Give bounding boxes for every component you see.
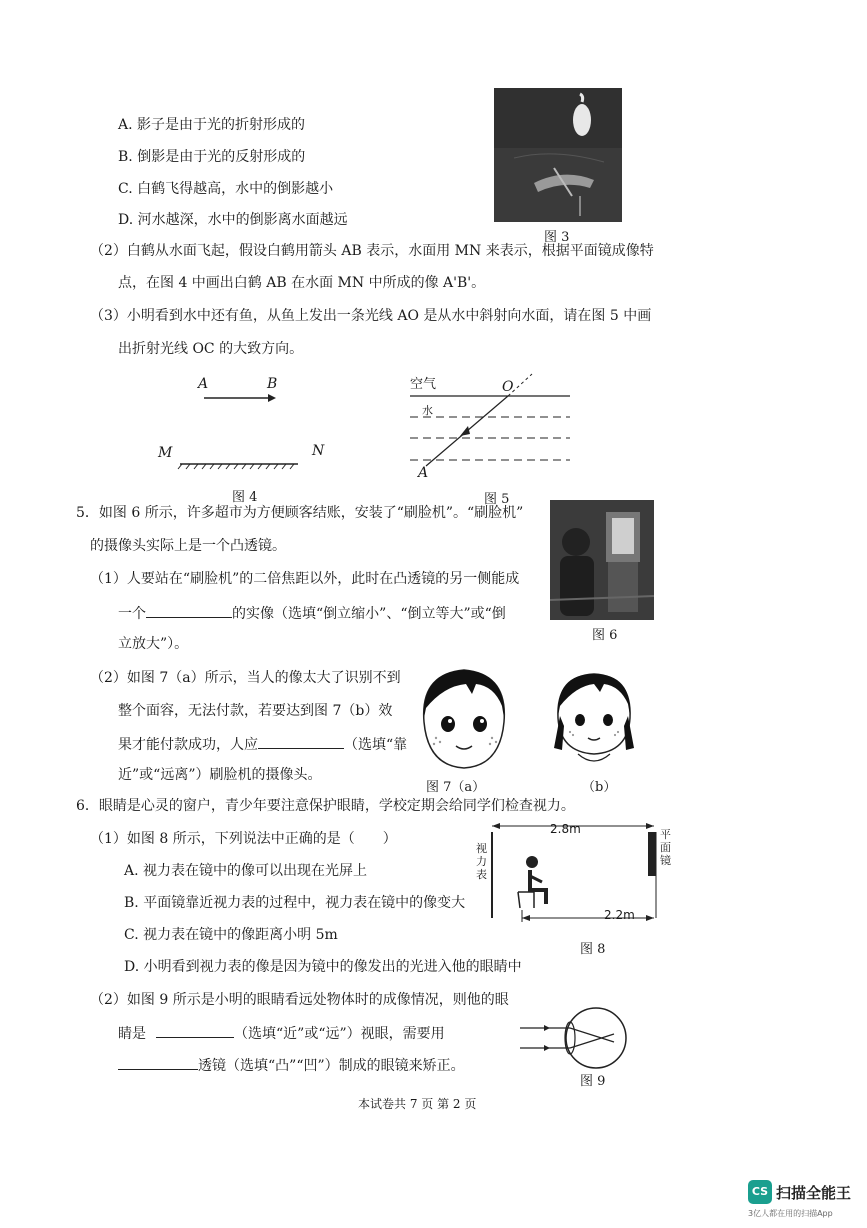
fig9-caption: 图 9 xyxy=(580,1074,606,1089)
q5-line1: 5．如图 6 所示，许多超市为方便顾客结账，安装了“刷脸机”。“刷脸机” xyxy=(76,505,524,521)
q6-part2-line1: （2）如图 9 所示是小明的眼睛看远处物体时的成像情况，则他的眼 xyxy=(90,992,509,1008)
q5-part2-pre: 果才能付款成功，人应 xyxy=(118,737,258,753)
fig6-caption: 图 6 xyxy=(592,628,618,643)
fig4-diagram xyxy=(160,374,320,474)
q6-option-c: C. 视力表在镜中的像距离小明 5m xyxy=(124,927,338,943)
q5-part2-line2: 整个面容，无法付款，若要达到图 7（b）效 xyxy=(118,703,393,719)
q4-option-c: C. 白鹤飞得越高，水中的倒影越小 xyxy=(118,181,334,197)
q4-option-d: D. 河水越深，水中的倒影离水面越远 xyxy=(118,212,348,228)
fig5-caption: 图 5 xyxy=(484,492,510,507)
q5-part1-pre: 一个 xyxy=(118,606,146,622)
q6-part2-line3-post: 透镜（选填“凸”“凹”）制成的眼镜来矫正。 xyxy=(198,1058,465,1074)
q6-option-b: B. 平面镜靠近视力表的过程中，视力表在镜中的像变大 xyxy=(124,895,466,911)
q4-option-a: A. 影子是由于光的折射形成的 xyxy=(118,117,306,133)
q5-line2: 的摄像头实际上是一个凸透镜。 xyxy=(90,538,286,554)
fig7a-face-large xyxy=(414,666,514,770)
q6-part2-pre: 睛是 xyxy=(118,1026,146,1042)
q6-part1: （1）如图 8 所示，下列说法中正确的是（ ） xyxy=(90,831,397,847)
q5-part2-post: （选填“靠 xyxy=(344,737,408,753)
fig4-caption: 图 4 xyxy=(232,490,258,505)
q4-part3-line2: 出折射光线 OC 的大致方向。 xyxy=(118,341,304,357)
q4-part2-line2: 点，在图 4 中画出白鹤 AB 在水面 MN 中所成的像 A'B'。 xyxy=(118,275,486,291)
q5-part1-line1: （1）人要站在“刷脸机”的二倍焦距以外，此时在凸透镜的另一侧能成 xyxy=(90,571,520,587)
q5-part2-line3 xyxy=(118,734,407,754)
q6-part2-post: （选填“近”或“远”）视眼，需要用 xyxy=(234,1026,445,1042)
q4-part2-line1: （2）白鹤从水面飞起，假设白鹤用箭头 AB 表示，水面用 MN 来表示，根据平面镜成像特 xyxy=(90,243,654,259)
q5-part1-blank[interactable] xyxy=(146,603,232,618)
fig4-label-m: M xyxy=(158,445,173,461)
q4-option-b: B. 倒影是由于光的反射形成的 xyxy=(118,149,306,165)
camscanner-watermark xyxy=(748,1180,858,1220)
page-footer: 本试卷共 7 页 第 2 页 xyxy=(358,1097,477,1111)
q6-part2-line2 xyxy=(118,1023,445,1043)
q6-option-d: D. 小明看到视力表的像是因为镜中的像发出的光进入他的眼睛中 xyxy=(124,959,522,975)
fig7b-caption: （b） xyxy=(582,780,617,795)
q5-part2-line1: （2）如图 7（a）所示，当人的像太大了识别不到 xyxy=(90,670,401,686)
fig4-label-a: A xyxy=(198,376,209,392)
q5-part2-blank[interactable] xyxy=(258,734,344,749)
fig7b-face-small xyxy=(548,668,640,770)
q5-part1-line3: 立放大”）。 xyxy=(118,636,189,652)
camscanner-tagline: 3亿人都在用的扫描App xyxy=(748,1209,833,1218)
fig8-mirror-label: 平面镜 xyxy=(660,828,671,867)
fig5-label-water: 水 xyxy=(422,404,433,417)
q6-part2-blank-2[interactable] xyxy=(118,1055,198,1070)
fig4-label-n: N xyxy=(312,443,325,459)
fig4-label-b: B xyxy=(267,376,278,392)
q6-line1: 6．眼睛是心灵的窗户，青少年要注意保护眼睛，学校定期会给同学们检查视力。 xyxy=(76,798,575,814)
fig8-chart-label: 视力表 xyxy=(476,842,487,881)
q6-option-a: A. 视力表在镜中的像可以出现在光屏上 xyxy=(124,863,368,879)
fig7a-caption: 图 7（a） xyxy=(426,780,486,795)
fig6-face-machine-photo xyxy=(550,500,654,620)
fig5-label-o: O xyxy=(502,379,514,395)
fig8-top-distance: 2.8m xyxy=(550,822,581,836)
q6-part2-blank-1[interactable] xyxy=(156,1023,234,1038)
fig5-label-a: A xyxy=(418,465,429,481)
q5-part1-line2 xyxy=(118,603,506,623)
fig8-caption: 图 8 xyxy=(580,942,606,957)
q4-part3-line1: （3）小明看到水中还有鱼，从鱼上发出一条光线 AO 是从水中斜射向水面，请在图 5 中画 xyxy=(90,308,652,324)
q5-part2-line4: 近”或“远离”）刷脸机的摄像头。 xyxy=(118,767,322,783)
camscanner-logo-icon: CS xyxy=(748,1180,772,1204)
fig3-caption: 图 3 xyxy=(544,230,570,245)
fig5-diagram xyxy=(404,380,584,480)
fig5-label-air: 空气 xyxy=(410,377,437,392)
q5-part1-post: 的实像（选填“倒立缩小”、“倒立等大”或“倒 xyxy=(232,606,506,622)
q6-part2-line3 xyxy=(118,1055,465,1075)
fig8-bottom-distance: 2.2m xyxy=(604,908,635,922)
fig3-crane-photo xyxy=(494,88,622,222)
camscanner-name: 扫描全能王 xyxy=(776,1184,852,1202)
fig9-eye-diagram xyxy=(518,1004,638,1074)
